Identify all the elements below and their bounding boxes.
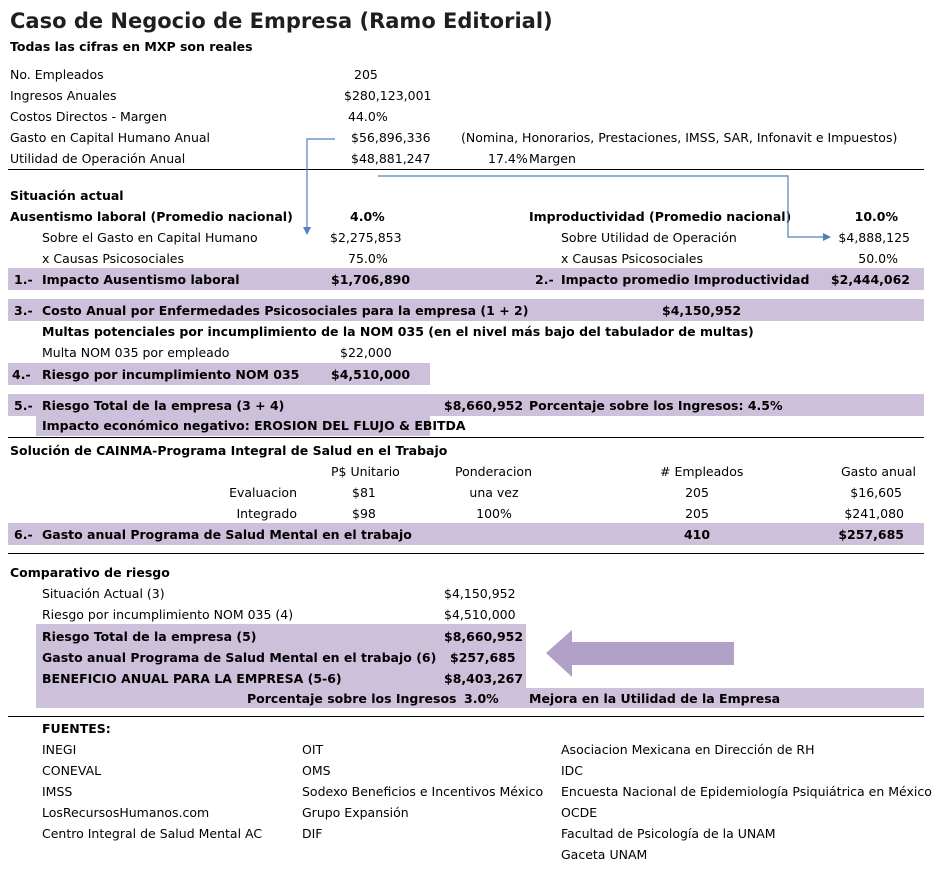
unproductivity-psycho-value: 50.0% xyxy=(858,251,898,266)
row3-label: Costo Anual por Enfermedades Psicosociales para la empresa (1 + 2) xyxy=(42,303,529,318)
employees-label: No. Empleados xyxy=(10,67,104,82)
comparison-current-value: $4,150,952 xyxy=(444,586,516,601)
absenteeism-on-hr-label: Sobre el Gasto en Capital Humano xyxy=(42,230,258,245)
fine-per-employee-value: $22,000 xyxy=(340,345,392,360)
row4-num: 4.- xyxy=(12,367,31,382)
source-item: Encuesta Nacional de Epidemiología Psiquiátrica en México xyxy=(561,784,932,799)
comparison-pct-value: 3.0% xyxy=(464,691,499,706)
comparison-program-value: $257,685 xyxy=(450,650,516,665)
unproductivity-on-profit-value: $4,888,125 xyxy=(838,230,910,245)
absenteeism-label: Ausentismo laboral (Promedio nacional) xyxy=(10,209,293,224)
hr-cost-note: (Nomina, Honorarios, Prestaciones, IMSS, SAR, Infonavit e Impuestos) xyxy=(461,130,898,145)
comparison-nom-value: $4,510,000 xyxy=(444,607,516,622)
unproductivity-psycho-label: x Causas Psicosociales xyxy=(561,251,704,266)
revenue-label: Ingresos Anuales xyxy=(10,88,117,103)
row2-label: Impacto promedio Improductividad xyxy=(561,272,810,287)
row6-label: Gasto anual Programa de Salud Mental en el trabajo xyxy=(42,527,412,542)
source-item: OCDE xyxy=(561,805,598,820)
row2-value: $2,444,062 xyxy=(830,272,910,287)
row3-value: $4,150,952 xyxy=(662,303,742,318)
comparison-benefit-label: BENEFICIO ANUAL PARA LA EMPRESA (5-6) xyxy=(42,671,342,686)
source-item: IDC xyxy=(561,763,584,778)
row1-num: 1.- xyxy=(14,272,33,287)
row4-label: Riesgo por incumplimiento NOM 035 xyxy=(42,367,300,382)
col-annual: Gasto anual xyxy=(840,464,916,479)
source-item: OMS xyxy=(302,763,331,778)
row5-value: $8,660,952 xyxy=(444,398,524,413)
direct-costs-label: Costos Directos - Margen xyxy=(10,109,167,124)
comparison-nom-label: Riesgo por incumplimiento NOM 035 (4) xyxy=(42,607,294,622)
comparison-pct-label: Porcentaje sobre los Ingresos xyxy=(247,691,457,706)
source-item: Centro Integral de Salud Mental AC xyxy=(42,826,263,841)
solution-row-weight: una vez xyxy=(469,485,519,500)
page-title: Caso de Negocio de Empresa (Ramo Editorial) xyxy=(10,9,553,33)
source-item: IMSS xyxy=(42,784,73,799)
absenteeism-psycho-label: x Causas Psicosociales xyxy=(42,251,185,266)
hr-cost-value: $56,896,336 xyxy=(351,130,431,145)
solution-row-unit: $98 xyxy=(352,506,376,521)
col-unit-price: P$ Unitario xyxy=(331,464,400,479)
col-weight: Ponderacion xyxy=(455,464,533,479)
op-margin-value: 17.4% xyxy=(488,151,528,166)
absenteeism-rate: 4.0% xyxy=(350,209,385,224)
hr-cost-connector-arrow xyxy=(307,139,335,234)
page-subtitle: Todas las cifras en MXP son reales xyxy=(10,39,253,54)
source-item: Grupo Expansión xyxy=(302,805,409,820)
comparison-program-label: Gasto anual Programa de Salud Mental en el trabajo (6) xyxy=(42,650,437,665)
row1-value: $1,706,890 xyxy=(331,272,411,287)
row3-num: 3.- xyxy=(14,303,33,318)
hr-cost-label: Gasto en Capital Humano Anual xyxy=(10,130,210,145)
solution-row-label: Integrado xyxy=(236,506,297,521)
profit-connector-arrow xyxy=(378,176,830,237)
row5-label: Riesgo Total de la empresa (3 + 4) xyxy=(42,398,285,413)
row6-employees: 410 xyxy=(683,527,711,542)
col-employees: # Empleados xyxy=(660,464,744,479)
solution-row-employees: 205 xyxy=(685,485,709,500)
row6-num: 6.- xyxy=(14,527,33,542)
row1-label: Impacto Ausentismo laboral xyxy=(42,272,240,287)
comparison-current-label: Situación Actual (3) xyxy=(42,586,165,601)
absenteeism-on-hr-value: $2,275,853 xyxy=(330,230,402,245)
op-profit-value: $48,881,247 xyxy=(351,151,431,166)
row5-pct: Porcentaje sobre los Ingresos: 4.5% xyxy=(529,398,783,413)
revenue-value: $280,123,001 xyxy=(344,88,432,103)
comparison-heading: Comparativo de riesgo xyxy=(10,565,170,580)
unproductivity-rate: 10.0% xyxy=(854,209,898,224)
unproductivity-label: Improductividad (Promedio nacional) xyxy=(529,209,792,224)
source-item: Gaceta UNAM xyxy=(561,847,648,862)
source-item: Asociacion Mexicana en Dirección de RH xyxy=(561,742,815,757)
solution-row-annual: $16,605 xyxy=(850,485,902,500)
comparison-benefit-value: $8,403,267 xyxy=(444,671,524,686)
solution-row-weight: 100% xyxy=(476,506,512,521)
row4-value: $4,510,000 xyxy=(331,367,411,382)
op-profit-label: Utilidad de Operación Anual xyxy=(10,151,186,166)
comparison-total-value: $8,660,952 xyxy=(444,629,524,644)
sources-heading: FUENTES: xyxy=(42,721,111,736)
source-item: Sodexo Beneficios e Incentivos México xyxy=(302,784,544,799)
solution-row-label: Evaluacion xyxy=(229,485,297,500)
solution-row-annual: $241,080 xyxy=(844,506,904,521)
benefit-arrow-icon xyxy=(546,630,734,677)
source-item: CONEVAL xyxy=(42,763,102,778)
solution-row-unit: $81 xyxy=(352,485,376,500)
source-item: Facultad de Psicología de la UNAM xyxy=(561,826,776,841)
employees-value: 205 xyxy=(354,67,378,82)
direct-costs-value: 44.0% xyxy=(348,109,388,124)
solution-row-employees: 205 xyxy=(685,506,709,521)
improvement-label: Mejora en la Utilidad de la Empresa xyxy=(529,691,781,706)
row5-num: 5.- xyxy=(14,398,33,413)
row6-value: $257,685 xyxy=(838,527,904,542)
absenteeism-psycho-value: 75.0% xyxy=(348,251,388,266)
source-item: INEGI xyxy=(42,742,77,757)
negative-impact-text: Impacto económico negativo: EROSION DEL FLUJO & EBITDA xyxy=(42,418,466,433)
op-margin-label: Margen xyxy=(529,151,576,166)
unproductivity-on-profit-label: Sobre Utilidad de Operación xyxy=(561,230,737,245)
current-heading: Situación actual xyxy=(10,188,124,203)
fine-per-employee-label: Multa NOM 035 por empleado xyxy=(42,345,230,360)
source-item: OIT xyxy=(302,742,324,757)
source-item: DIF xyxy=(302,826,323,841)
fines-heading: Multas potenciales por incumplimiento de la NOM 035 (en el nivel más bajo del tabulador de multas) xyxy=(42,324,754,339)
solution-heading: Solución de CAINMA-Programa Integral de Salud en el Trabajo xyxy=(10,443,448,458)
source-item: LosRecursosHumanos.com xyxy=(42,805,210,820)
row2-num: 2.- xyxy=(535,272,554,287)
comparison-total-label: Riesgo Total de la empresa (5) xyxy=(42,629,257,644)
